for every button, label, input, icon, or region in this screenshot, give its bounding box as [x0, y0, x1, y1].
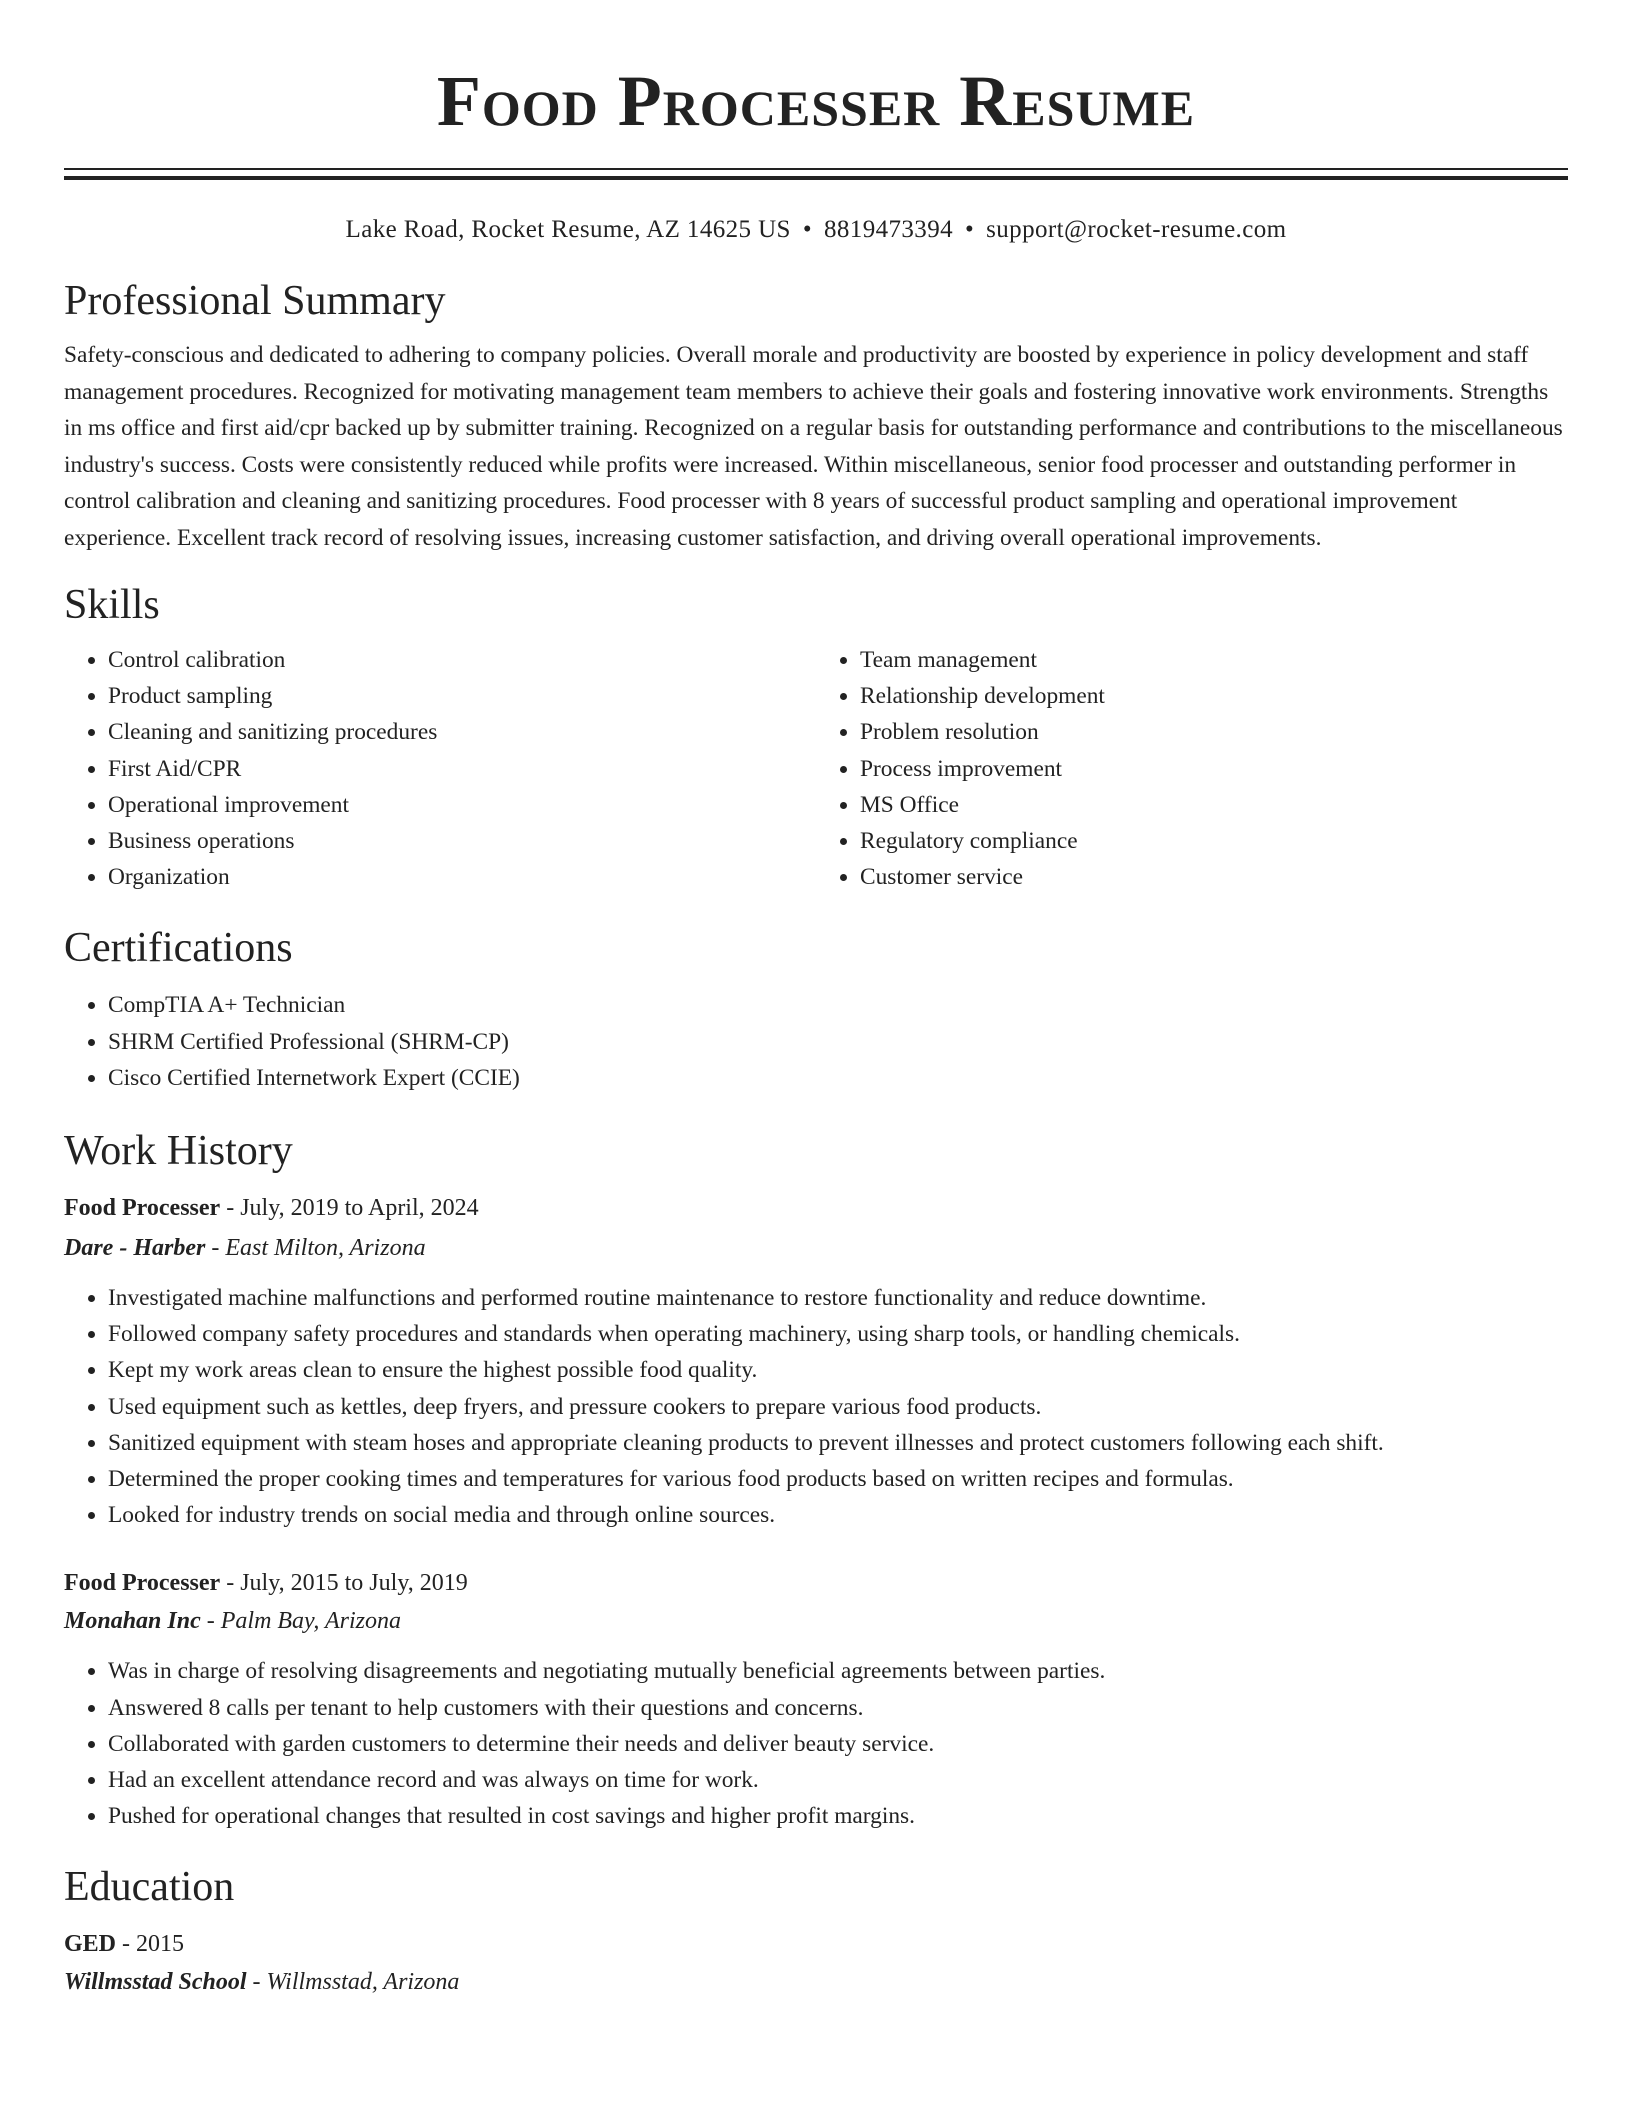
- job-location: East Milton, Arizona: [225, 1235, 426, 1262]
- job-duty: • Looked for industry trends on social media and through online sources.: [108, 1497, 1568, 1533]
- contact-address: Lake Road, Rocket Resume, AZ 14625 US: [345, 216, 791, 243]
- skill-item: • MS Office: [860, 787, 1568, 823]
- summary-text: Safety-conscious and dedicated to adhering to company policies. Overall morale and productivity are boosted by experience in policy development and staff management procedures. Recognized for motivating management team members to achieve their goals and fostering innovative work environments. Strengths in ms office and first aid/cpr backed up by submitter training. Recognized on a regular basis for outstanding performance and contributions to the miscellaneous industry's success. Costs were consistently reduced while profits were increased. Within miscellaneous, senior food processer and outstanding performer in control calibration and cleaning and sanitizing procedures. Food processer with 8 years of successful product sampling and operational improvement experience. Excellent track record of resolving issues, increasing customer satisfaction, and driving overall operational improvements.: [64, 342, 1563, 551]
- job-duty: • Collaborated with garden customers to determine their needs and deliver beauty service.: [108, 1726, 1568, 1762]
- job-duty: • Pushed for operational changes that resulted in cost savings and higher profit margins.: [108, 1798, 1568, 1834]
- job-dash: -: [226, 1570, 235, 1597]
- summary-heading: Professional Summary: [64, 278, 446, 324]
- job-company-line: [64, 1603, 1568, 1639]
- contact-phone: 8819473394: [824, 216, 953, 243]
- job-duties-list: [64, 1280, 1568, 1533]
- skill-item: • Problem resolution: [860, 714, 1568, 750]
- job-duty: • Kept my work areas clean to ensure the highest possible food quality.: [108, 1352, 1568, 1388]
- education-location: Willmsstad, Arizona: [266, 1969, 460, 1996]
- resume-page: [64, 0, 1568, 2000]
- job-entry: [64, 1565, 1568, 1834]
- skill-item: • Customer service: [860, 859, 1568, 895]
- contact-email: support@rocket-resume.com: [986, 216, 1287, 243]
- job-title-line: [64, 1190, 1568, 1226]
- skill-item: • Relationship development: [860, 678, 1568, 714]
- education-school-line: [64, 1964, 1568, 2000]
- skill-item: • Product sampling: [108, 678, 816, 714]
- education-degree: GED: [64, 1931, 117, 1958]
- education-dash: -: [252, 1969, 261, 1996]
- job-title-line: [64, 1565, 1568, 1601]
- contact-separator: •: [802, 216, 812, 243]
- job-duty: • Determined the proper cooking times and temperatures for various food products based on written recipes and formulas.: [108, 1461, 1568, 1497]
- job-dash: -: [211, 1235, 220, 1262]
- work-history-heading: Work History: [64, 1128, 293, 1175]
- skills-list-left: [64, 642, 816, 895]
- job-company: Dare - Harber: [64, 1235, 206, 1262]
- title-divider-thick: [64, 176, 1568, 180]
- job-location: Palm Bay, Arizona: [220, 1608, 401, 1635]
- job-dash: -: [226, 1195, 235, 1222]
- job-duties-list: [64, 1653, 1568, 1834]
- job-title: Food Processer: [64, 1195, 221, 1222]
- job-dates: July, 2015 to July, 2019: [240, 1570, 468, 1597]
- education-year: 2015: [136, 1931, 185, 1958]
- education-heading: Education: [64, 1864, 235, 1911]
- skills-heading: Skills: [64, 582, 160, 628]
- job-duty: • Sanitized equipment with steam hoses and appropriate cleaning products to prevent illnesses and protect customers following each shift.: [108, 1425, 1568, 1461]
- job-duty: • Used equipment such as kettles, deep fryers, and pressure cookers to prepare various food products.: [108, 1389, 1568, 1425]
- skill-item: • Regulatory compliance: [860, 823, 1568, 859]
- job-duty: • Was in charge of resolving disagreements and negotiating mutually beneficial agreements between parties.: [108, 1653, 1568, 1689]
- job-entry: [64, 1190, 1568, 1533]
- skills-columns: [64, 642, 1568, 895]
- job-duty: • Followed company safety procedures and standards when operating machinery, using sharp tools, or handling chemicals.: [108, 1316, 1568, 1352]
- skill-item: • Process improvement: [860, 751, 1568, 787]
- job-dash: -: [206, 1608, 215, 1635]
- skill-item: • Organization: [108, 859, 816, 895]
- job-duty: • Answered 8 calls per tenant to help customers with their questions and concerns.: [108, 1690, 1568, 1726]
- skill-item: • Control calibration: [108, 642, 816, 678]
- resume-title: Food Processer Resume: [436, 61, 1196, 141]
- certifications-list: [64, 987, 1568, 1096]
- job-company-line: [64, 1230, 1568, 1266]
- education-dash: -: [122, 1931, 131, 1958]
- certification-item: • SHRM Certified Professional (SHRM-CP): [108, 1024, 1568, 1060]
- education-entry: [64, 1926, 1568, 2000]
- certification-item: • Cisco Certified Internetwork Expert (CCIE): [108, 1060, 1568, 1096]
- job-duty: • Investigated machine malfunctions and performed routine maintenance to restore functionality and reduce downtime.: [108, 1280, 1568, 1316]
- certifications-heading: Certifications: [64, 925, 293, 972]
- skill-item: • Cleaning and sanitizing procedures: [108, 714, 816, 750]
- skill-item: • Team management: [860, 642, 1568, 678]
- title-divider-thin: [64, 168, 1568, 170]
- skill-item: • Business operations: [108, 823, 816, 859]
- contact-separator: •: [965, 216, 975, 243]
- education-school: Willmsstad School: [64, 1969, 247, 1996]
- job-company: Monahan Inc: [64, 1608, 201, 1635]
- skill-item: • Operational improvement: [108, 787, 816, 823]
- education-degree-line: [64, 1926, 1568, 1962]
- certification-item: • CompTIA A+ Technician: [108, 987, 1568, 1023]
- contact-line: [64, 214, 1568, 246]
- skills-list-right: [816, 642, 1568, 895]
- job-dates: July, 2019 to April, 2024: [240, 1195, 479, 1222]
- skill-item: • First Aid/CPR: [108, 751, 816, 787]
- job-title: Food Processer: [64, 1570, 221, 1597]
- job-duty: • Had an excellent attendance record and was always on time for work.: [108, 1762, 1568, 1798]
